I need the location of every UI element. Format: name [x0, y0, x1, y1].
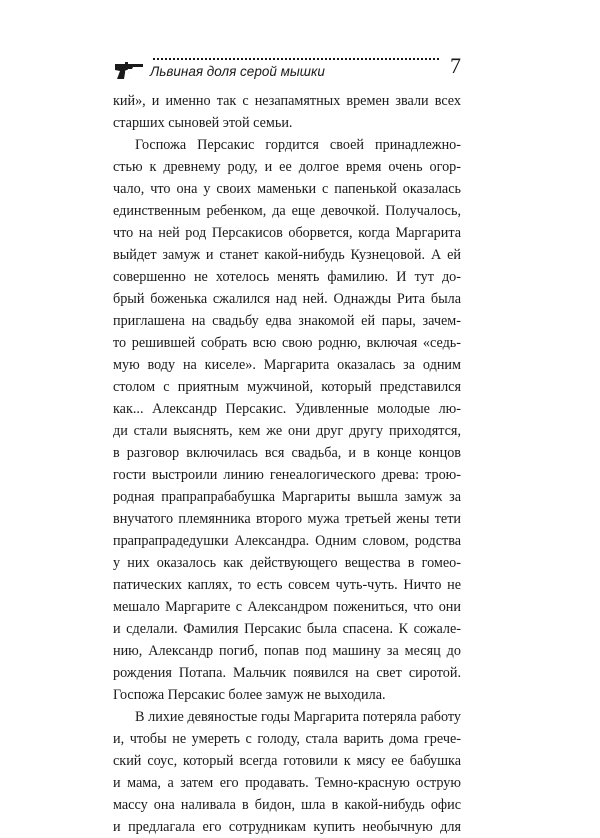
text-line: мую воду на киселе». Маргарита оказалась за одним [113, 357, 461, 373]
text-line: как... Александр Персакис. Удивленные молодые лю- [113, 401, 461, 417]
text-line: ди стали выяснять, кем же они друг другу приходятся, [113, 423, 461, 439]
revolver-icon [113, 61, 147, 81]
text-line: стью к древнему роду, и ее долгое время очень огор- [113, 159, 461, 175]
text-line: брый боженька сжалился над ней. Однажды Рита была [113, 291, 461, 307]
text-line: и, чтобы не умереть с голоду, стала варить дома грече- [113, 731, 461, 747]
text-line: нию, Александр погиб, попав под машину за месяц до [113, 643, 461, 659]
body-text [113, 90, 461, 838]
text-line: и предлагала его сотрудникам купить необычную для [113, 819, 461, 835]
text-line: и сделали. Фамилия Персакис была спасена. К сожале- [113, 621, 461, 637]
text-line: гости выстроили линию генеалогического древа: трою- [113, 467, 461, 483]
text-line: ский соус, который всегда готовили к мясу ее бабушка [113, 753, 461, 769]
text-line: старших сыновей этой семьи. [113, 115, 293, 131]
text-line: у них оказалось как действующего вещества в гомео- [113, 555, 461, 571]
text-line: единственным ребенком, да еще девочкой. Получалось, [113, 203, 461, 219]
text-line: Госпожа Персакис гордится своей принадлежно- [135, 137, 461, 153]
text-line: массу она наливала в бидон, шла в какой-нибудь офис [113, 797, 461, 813]
text-line: рождения Потапа. Мальчик появился на свет сиротой. [113, 665, 461, 681]
text-line: приглашена на свадьбу едва знакомой ей пары, зачем- [113, 313, 461, 329]
text-line: столом с приятным мужчиной, который представился [113, 379, 461, 395]
text-line: Госпожа Персакис более замуж не выходила. [113, 687, 386, 703]
text-line: родная прапрапрабабушка Маргариты вышла замуж за [113, 489, 461, 505]
text-line: совершенно не хотелось менять фамилию. И тут до- [113, 269, 461, 285]
text-line: и мама, а затем его продавать. Темно-красную острую [113, 775, 461, 791]
text-line: прапрапрадедушки Александра. Одним словом, родства [113, 533, 461, 549]
text-line: внучатого племянника второго мужа третьей жены тети [113, 511, 461, 527]
text-line: то решившей собрать всю свою родню, включая «седь- [113, 335, 461, 351]
text-line: В лихие девяностые годы Маргарита потеряла работу [135, 709, 461, 725]
text-line: что на ней род Персакисов оборвется, когда Маргарита [113, 225, 461, 241]
page-number: 7 [450, 53, 461, 78]
text-line: в разговор включилась вся свадьба, и в конце концов [113, 445, 461, 461]
text-line: чало, что она у своих маменьки с папенькой оказалась [113, 181, 461, 197]
text-line: выйдет замуж и станет какой-нибудь Кузнецовой. А ей [113, 247, 461, 263]
header-dotted-rule [153, 58, 439, 60]
header-title: Львиная доля серой мышки [150, 64, 325, 79]
running-header [113, 53, 463, 82]
text-line: патических каплях, то есть совсем чуть-чуть. Ничто не [113, 577, 461, 593]
text-line: кий», и именно так с незапамятных времен звали всех [113, 93, 461, 109]
text-line: мешало Маргарите с Александром пожениться, что они [113, 599, 461, 615]
